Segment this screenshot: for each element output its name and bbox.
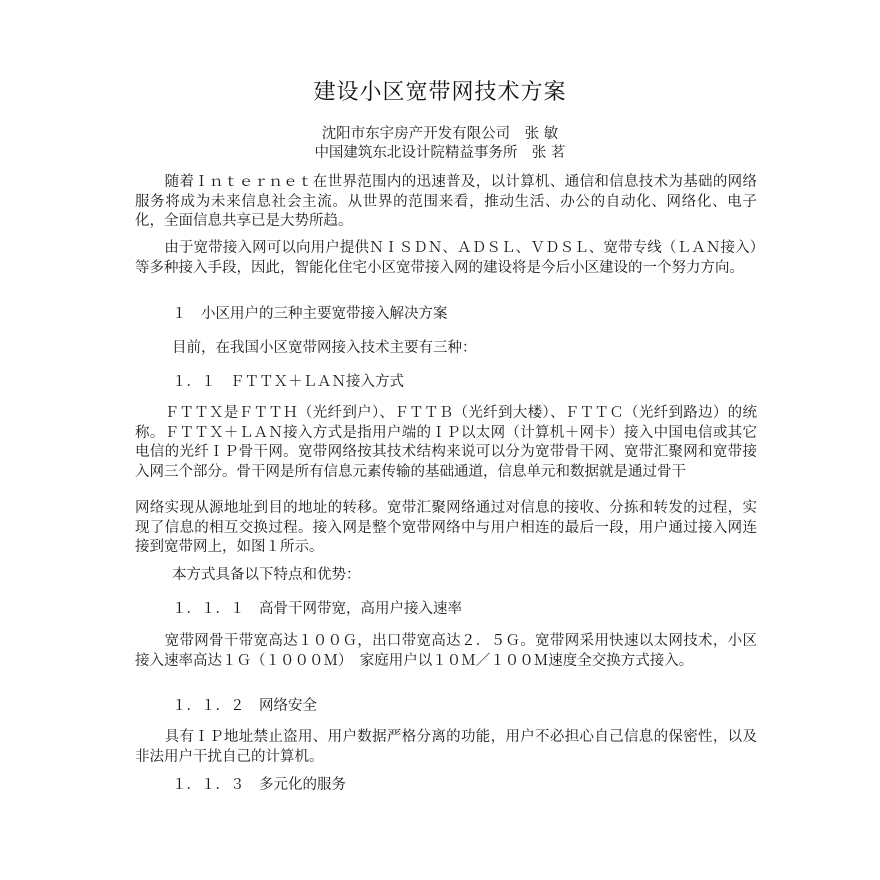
paragraph-bandwidth: 宽带网骨干带宽高达１００Ｇ，出口带宽高达２．５Ｇ。宽带网采用快速以太网技术，小区接入速率高达１Ｇ（１０００Ｍ） 家庭用户以１０Ｍ／１００Ｍ速度全交换方式接入。 xyxy=(135,633,757,669)
section-heading-1: １ 小区用户的三种主要宽带接入解决方案 xyxy=(172,306,448,322)
paragraph-network-transfer: 网络实现从源地址到目的地址的转移。宽带汇聚网络通过对信息的接收、分拣和转发的过程，实现了信息的相互交换过程。接入网是整个宽带网络中与用户相连的最后一段，用户通过接入网连接到宽带网上，如图１所示。 xyxy=(135,500,757,555)
paragraph-security: 具有ＩＰ地址禁止盗用、用户数据严格分离的功能，用户不必担心自己信息的保密性，以及非法用户干扰自己的计算机。 xyxy=(135,729,757,765)
paragraph-broadband-access: 由于宽带接入网可以向用户提供ＮＩＳＤＮ、ＡＤＳＬ、ＶＤＳＬ、宽带专线（ＬＡＮ接入）等多种接入手段，因此，智能化住宅小区宽带接入网的建设将是今后小区建设的一个努力方向。 xyxy=(135,240,757,276)
paragraph-fttx-definition: ＦＴＴＸ是ＦＴＴＨ（光纤到户）、ＦＴＴＢ（光纤到大楼）、ＦＴＴＣ（光纤到路边）的统称。ＦＴＴＸ＋ＬＡＮ接入方式是指用户端的ＩＰ以太网（计算机＋网卡）接入中国电信或其它电信的光纤ＩＰ骨干网。宽带网络按其技术结构来说可以分为宽带骨干网、宽带汇聚网和宽带接入网三个部分。骨干网是所有信息元素传输的基础通道，信息单元和数据就是通过骨干 xyxy=(135,405,757,480)
author-line-2: 中国建筑东北设计院精益事务所 张 茗 xyxy=(314,145,566,161)
section-heading-1-1-1: １．１．１ 高骨干网带宽，高用户接入速率 xyxy=(172,601,462,617)
author-line-1: 沈阳市东宇房产开发有限公司 张 敏 xyxy=(321,126,559,142)
section-heading-1-1-3: １．１．３ 多元化的服务 xyxy=(172,777,346,793)
document-title: 建设小区宽带网技术方案 xyxy=(313,80,567,105)
paragraph-intro: 随着Ｉｎｔｅｒｎｅｔ在世界范围内的迅速普及，以计算机、通信和信息技术为基础的网络服务将成为未来信息社会主流。从世界的范围来看，推动生活、办公的自动化、网络化、电子化，全面信息共享已是大势所趋。 xyxy=(135,174,757,229)
paragraph-features-intro: 本方式具备以下特点和优势： xyxy=(172,567,361,583)
paragraph-three-methods: 目前，在我国小区宽带网接入技术主要有三种： xyxy=(172,340,477,356)
section-heading-1-1-2: １．１．２ 网络安全 xyxy=(172,698,317,714)
section-heading-1-1: １．１ ＦＴＴＸ＋ＬＡＮ接入方式 xyxy=(172,374,404,390)
